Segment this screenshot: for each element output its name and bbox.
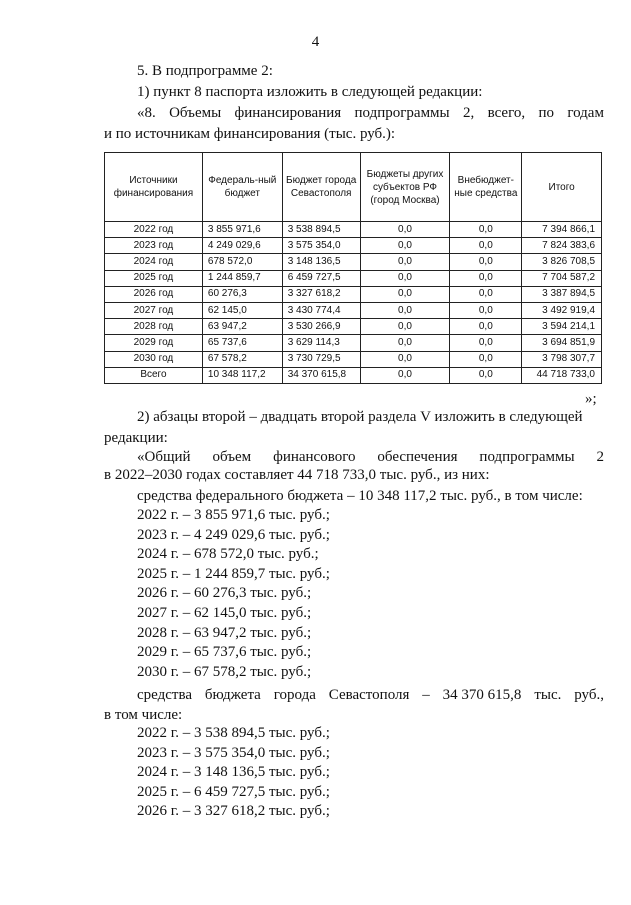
table-cell: 0,0: [360, 335, 450, 351]
table-cell: 44 718 733,0: [522, 367, 602, 383]
table-cell: 0,0: [360, 270, 450, 286]
intro-line-3-word: по: [538, 105, 554, 121]
intro-line-3-word: финансирования: [234, 105, 342, 121]
table-cell: 0,0: [360, 351, 450, 367]
table-cell: 0,0: [450, 254, 522, 270]
city-year-item: 2024 г. – 3 148 136,5 тыс. руб.;: [137, 764, 330, 781]
federal-year-item: 2023 г. – 4 249 029,6 тыс. руб.;: [137, 526, 330, 543]
table-cell: 7 824 383,6: [522, 238, 602, 254]
table-cell: Всего: [105, 367, 203, 383]
federal-year-item: 2027 г. – 62 145,0 тыс. руб.;: [137, 605, 312, 621]
table-cell: 0,0: [450, 270, 522, 286]
table-cell: 2026 год: [105, 286, 203, 302]
column-header: Внебюджет-ные средства: [450, 153, 522, 222]
table-cell: 63 947,2: [202, 319, 282, 335]
federal-year-item: 2028 г. – 63 947,2 тыс. руб.;: [137, 624, 312, 641]
table-cell: 0,0: [450, 238, 522, 254]
table-cell: 2030 год: [105, 351, 203, 367]
intro-line-3-word: Объемы: [169, 105, 222, 121]
table-row: [105, 238, 602, 254]
table-row: [105, 302, 602, 318]
table-row: [105, 351, 602, 367]
intro-line-3-word: годам: [567, 105, 604, 121]
city-year-item: 2026 г. – 3 327 618,2 тыс. руб.;: [137, 803, 330, 820]
column-header: Источники финансирования: [105, 153, 203, 222]
table-cell: 34 370 615,8: [282, 367, 360, 383]
table-cell: 3 855 971,6: [202, 222, 282, 238]
intro-line-3-word: «8.: [137, 105, 156, 121]
column-header: Итого: [522, 153, 602, 222]
city-header-word: города: [273, 687, 316, 703]
section2-line-3-word: «Общий: [137, 449, 191, 465]
table-cell: 0,0: [360, 286, 450, 302]
table-cell: 7 704 587,2: [522, 270, 602, 286]
city-header-line-2: в том числе:: [104, 707, 183, 723]
table-cell: 3 730 729,5: [282, 351, 360, 367]
table-cell: 0,0: [450, 319, 522, 335]
section2-line-4: в 2022–2030 годах составляет 44 718 733,0 тыс. руб., из них:: [104, 467, 490, 483]
intro-line-2: 1) пункт 8 паспорта изложить в следующей редакции:: [137, 84, 483, 100]
section2-line-3-word: обеспечения: [377, 449, 458, 465]
federal-year-item: 2030 г. – 67 578,2 тыс. руб.;: [137, 663, 312, 680]
table-cell: 3 387 894,5: [522, 286, 602, 302]
section2-line-3-word: финансового: [273, 449, 356, 465]
federal-year-item: 2026 г. – 60 276,3 тыс. руб.;: [137, 585, 312, 602]
city-year-item: 2023 г. – 3 575 354,0 тыс. руб.;: [137, 744, 330, 761]
table-cell: 0,0: [360, 302, 450, 318]
table-cell: 0,0: [360, 367, 450, 383]
table-cell: 0,0: [360, 238, 450, 254]
intro-line-1: 5. В подпрограмме 2:: [137, 63, 273, 79]
city-header-word: руб.,: [574, 687, 604, 703]
section2-line-3: [137, 448, 604, 466]
table-cell: 0,0: [360, 222, 450, 238]
federal-year-item: 2029 г. – 65 737,6 тыс. руб.;: [137, 644, 312, 661]
table-cell: 3 430 774,4: [282, 302, 360, 318]
table-cell: 2022 год: [105, 222, 203, 238]
table-cell: 3 694 851,9: [522, 335, 602, 351]
column-header: Федераль-ный бюджет: [202, 153, 282, 222]
intro-line-3: [137, 104, 604, 122]
intro-line-4: и по источникам финансирования (тыс. руб.):: [104, 126, 396, 142]
table-cell: 3 492 919,4: [522, 302, 602, 318]
federal-year-item: 2022 г. – 3 855 971,6 тыс. руб.;: [137, 507, 330, 523]
city-header-word: –: [422, 687, 430, 703]
section2-line-3-word: 2: [596, 449, 604, 465]
section2-line-1: 2) абзацы второй – двадцать второй раздела V изложить в следующей: [137, 409, 583, 425]
table-cell: 2023 год: [105, 238, 203, 254]
section2-line-3-word: подпрограммы: [479, 449, 575, 465]
column-header: Бюджеты других субъектов РФ (город Москва): [360, 153, 450, 222]
closing-mark: »;: [585, 391, 597, 407]
table-cell: 65 737,6: [202, 335, 282, 351]
table-cell: 3 530 266,9: [282, 319, 360, 335]
table-cell: 3 629 114,3: [282, 335, 360, 351]
city-header-word: средства: [137, 687, 193, 703]
table-row: [105, 270, 602, 286]
table-cell: 0,0: [450, 222, 522, 238]
table-cell: 678 572,0: [202, 254, 282, 270]
table-cell: 0,0: [360, 319, 450, 335]
table-cell: 0,0: [450, 351, 522, 367]
table-cell: 2028 год: [105, 319, 203, 335]
table-cell: 2024 год: [105, 254, 203, 270]
financing-table: [104, 152, 602, 384]
table-cell: 6 459 727,5: [282, 270, 360, 286]
intro-line-3-word: подпрограммы: [354, 105, 450, 121]
table-cell: 3 798 307,7: [522, 351, 602, 367]
section2-line-3-word: объем: [212, 449, 252, 465]
table-cell: 10 348 117,2: [202, 367, 282, 383]
city-header-word: бюджета: [204, 687, 261, 703]
table-cell: 60 276,3: [202, 286, 282, 302]
table-row: [105, 335, 602, 351]
table-cell: 0,0: [450, 286, 522, 302]
intro-line-3-word: всего,: [487, 105, 526, 121]
table-cell: 0,0: [450, 335, 522, 351]
table-cell: 67 578,2: [202, 351, 282, 367]
table-cell: 0,0: [450, 302, 522, 318]
federal-year-item: 2024 г. – 678 572,0 тыс. руб.;: [137, 546, 319, 563]
table-row: [105, 286, 602, 302]
table-cell: 4 249 029,6: [202, 238, 282, 254]
city-year-item: 2022 г. – 3 538 894,5 тыс. руб.;: [137, 725, 330, 741]
table-cell: 2027 год: [105, 302, 203, 318]
table-cell: 62 145,0: [202, 302, 282, 318]
city-header-word: 34 370 615,8: [442, 687, 522, 703]
section2-line-2: редакции:: [104, 430, 168, 446]
table-cell: 3 148 136,5: [282, 254, 360, 270]
page-number: 4: [311, 34, 320, 50]
federal-header: средства федерального бюджета – 10 348 117,2 тыс. руб., в том числе:: [137, 488, 583, 504]
column-header: Бюджет города Севастополя: [282, 153, 360, 222]
table-header-row: [105, 153, 602, 222]
table-cell: 0,0: [360, 254, 450, 270]
table-cell: 2029 год: [105, 335, 203, 351]
federal-year-item: 2025 г. – 1 244 859,7 тыс. руб.;: [137, 565, 330, 582]
table-row: [105, 367, 602, 383]
table-row: [105, 222, 602, 238]
intro-line-3-word: 2,: [462, 105, 475, 121]
table-cell: 3 826 708,5: [522, 254, 602, 270]
city-year-item: 2025 г. – 6 459 727,5 тыс. руб.;: [137, 783, 330, 800]
table-row: [105, 254, 602, 270]
table-cell: 3 327 618,2: [282, 286, 360, 302]
table-row: [105, 319, 602, 335]
table-cell: 2025 год: [105, 270, 203, 286]
table-cell: 3 575 354,0: [282, 238, 360, 254]
city-header-line-1: [137, 686, 604, 704]
table-cell: 0,0: [450, 367, 522, 383]
city-header-word: Севастополя: [328, 687, 410, 703]
city-header-word: тыс.: [534, 687, 562, 703]
table-cell: 3 538 894,5: [282, 222, 360, 238]
table-cell: 7 394 866,1: [522, 222, 602, 238]
table-cell: 3 594 214,1: [522, 319, 602, 335]
table-cell: 1 244 859,7: [202, 270, 282, 286]
